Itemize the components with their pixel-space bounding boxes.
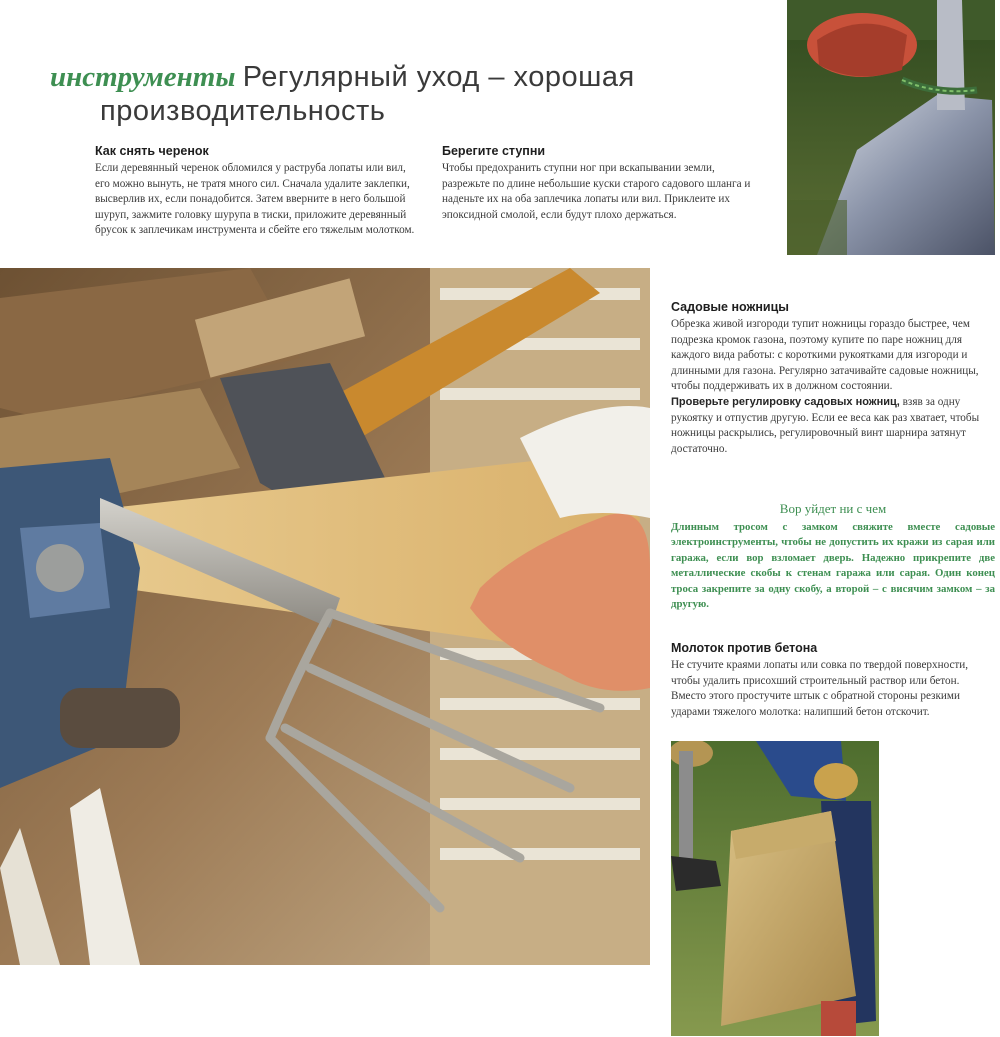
photo-hammer-spade — [671, 741, 879, 1036]
section-feet — [442, 144, 764, 223]
section-hammer-text: Не стучите краями лопаты или совка по твердой поверхности, чтобы удалить присохший строительный раствор или бетон. Вместо этого простучите штык с обратной стороны резкими ударами тяжелого молотка: налипший бетон отскочит. — [671, 659, 969, 718]
section-hammer — [671, 641, 995, 720]
section-handle — [95, 144, 420, 239]
section-thief-title: Вор уйдет ни с чем — [779, 501, 887, 516]
page-title-line2: производительность — [100, 95, 386, 127]
section-shears-title: Садовые ножницы — [671, 300, 789, 314]
section-shears — [671, 300, 995, 457]
section-feet-title: Берегите ступни — [442, 144, 546, 158]
section-shears-text — [671, 317, 995, 457]
page-title-line1: Регулярный уход – хорошая — [242, 61, 635, 93]
section-feet-text: Чтобы предохранить ступни ног при вскапывании земли, разрежьте по длине небольшие куски старого садового шланга и наденьте их на оба заплечика лопаты или вил. Приклеите их эпоксидной смолой, если будут плохо держаться. — [442, 162, 751, 221]
page-heading — [50, 60, 770, 128]
section-shears-bold-lead: Проверьте регулировку садовых ножниц, — [671, 395, 900, 408]
photo-spade-hose — [787, 0, 995, 255]
category-label: инструменты — [50, 61, 236, 93]
section-shears-text-part1: Обрезка живой изгороди тупит ножницы гораздо быстрее, чем подрезка кромок газона, поэтому купите по паре ножниц для каждого вида работы: с короткими рукоятками для изгороди и длинными для газона. Регулярно затачивайте садовые ножницы, чтобы поддерживать их в должном состоянии. — [671, 318, 979, 393]
photo-fork-vise — [0, 268, 650, 965]
section-thief — [671, 501, 995, 612]
section-shears-text-part2: взяв за одну рукоятку и отпустив другую. Если ее веса как раз хватает, чтобы ножницы раскрылись, регулировочный винт шарнира затянут достаточно. — [671, 395, 980, 455]
section-handle-title: Как снять черенок — [95, 144, 209, 158]
section-thief-text: Длинным тросом с замком свяжите вместе садовые электроинструменты, чтобы не допустить их кражи из сарая или гаража, если вор взломает дверь. Надежно прикрепите две металлические скобы к стенам гаража или сарая. Один конец троса закрепите за одну скобу, а второй – с висячим замком – за другую. — [671, 521, 995, 611]
section-hammer-title: Молоток против бетона — [671, 641, 818, 655]
section-handle-text: Если деревянный черенок обломился у раструба лопаты или вил, его можно вынуть, не тратя много сил. Сначала удалите заклепки, высверлив их, если понадобится. Затем вверните в него большой шуруп, зажмите головку шурупа в тиски, приложите деревянный брусок к заплечикам инструмента и сбейте его тяжелым молотком. — [95, 162, 415, 237]
